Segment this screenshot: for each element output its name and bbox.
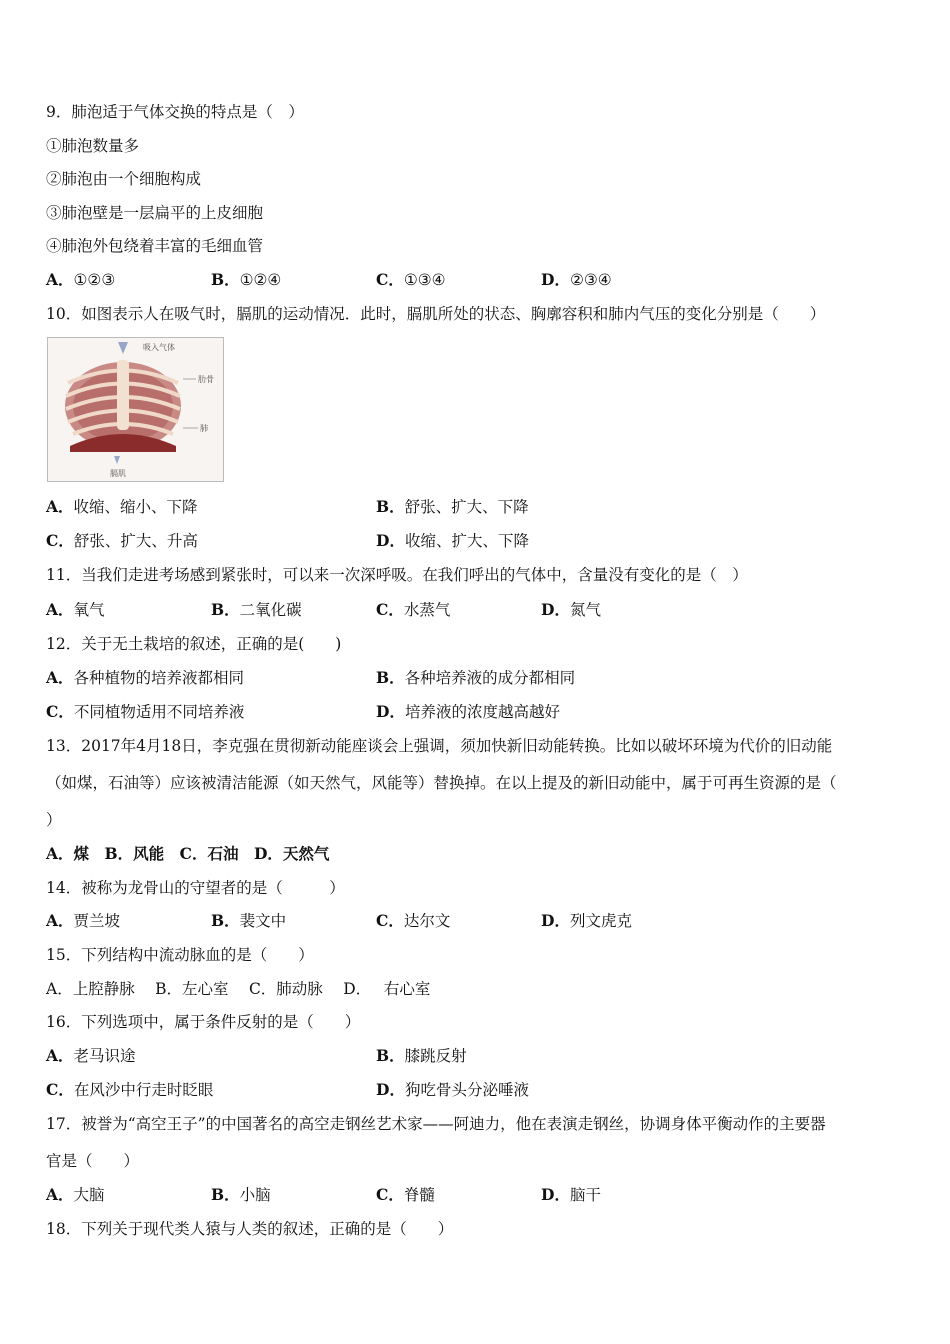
q14-option-d — [541, 911, 632, 931]
diaphragm-arrow-icon — [114, 456, 120, 464]
q10-option-d — [376, 531, 529, 551]
q10-option-b-letter: B． — [376, 497, 405, 516]
q9-option-b-letter: B． — [211, 270, 240, 289]
q11-option-d-letter: D． — [541, 600, 570, 619]
q10-option-d-text: 收缩、扩大、下降 — [404, 532, 529, 550]
q9-option-d — [541, 270, 612, 290]
q16-option-c-letter: C． — [46, 1080, 74, 1099]
q14-option-d-letter: D． — [541, 911, 570, 930]
q17-stem-line-1: 17．被誉为“高空王子”的中国著名的高空走钢丝艺术家——阿迪力，他在表演走钢丝，协调身体平衡动作的主要器 — [46, 1115, 826, 1133]
q16-option-b-text: 膝跳反射 — [404, 1047, 467, 1065]
q14-option-c — [376, 911, 450, 931]
q9-item-4: ④肺泡外包绕着丰富的毛细血管 — [46, 237, 264, 255]
q10-option-a-text: 收缩、缩小、下降 — [73, 498, 198, 516]
q16-option-b-letter: B． — [376, 1046, 405, 1065]
ribcage-illustration — [48, 338, 223, 481]
q12-option-b-letter: B． — [376, 668, 405, 687]
q18-stem: 18．下列关于现代类人猿与人类的叙述，正确的是（ ） — [46, 1220, 454, 1238]
q17-option-c — [376, 1185, 435, 1205]
q11-option-a — [46, 600, 105, 620]
q11-option-d — [541, 600, 601, 620]
q16-option-d-letter: D． — [376, 1080, 405, 1099]
q11-option-b — [211, 600, 302, 620]
q16-stem: 16．下列选项中，属于条件反射的是（ ） — [46, 1013, 361, 1031]
q13-stem-line-3: ） — [46, 811, 62, 829]
q12-option-c — [46, 702, 244, 722]
label-lung: 肺 — [200, 424, 208, 433]
q11-option-c-text: 水蒸气 — [403, 601, 451, 619]
q14-option-b-text: 裴文中 — [239, 912, 287, 930]
q12-option-d — [376, 702, 560, 722]
q14-option-a-letter: A． — [46, 911, 74, 930]
q14-option-c-text: 达尔文 — [403, 912, 451, 930]
q12-option-b-text: 各种培养液的成分都相同 — [404, 669, 576, 687]
q11-option-a-text: 氧气 — [73, 601, 105, 619]
q14-option-b-letter: B． — [211, 911, 240, 930]
q14-stem: 14．被称为龙骨山的守望者的是（ ） — [46, 879, 345, 897]
q11-option-a-letter: A． — [46, 600, 74, 619]
q12-option-a-letter: A． — [46, 668, 74, 687]
q9-option-c — [376, 270, 446, 290]
q9-item-1: ①肺泡数量多 — [46, 137, 140, 155]
q9-option-b-text: ①②④ — [239, 271, 282, 289]
q17-option-d-text: 脑干 — [569, 1186, 601, 1204]
q9-option-d-text: ②③④ — [569, 271, 612, 289]
inhale-arrow-icon — [118, 342, 128, 354]
label-inhaled-air: 吸入气体 — [143, 343, 175, 352]
q9-option-a-text: ①②③ — [73, 271, 116, 289]
q11-option-c-letter: C． — [376, 600, 404, 619]
q10-option-b — [376, 497, 529, 517]
q17-option-b-letter: B． — [211, 1185, 240, 1204]
label-diaphragm: 膈肌 — [110, 469, 126, 478]
q12-option-c-text: 不同植物适用不同培养液 — [73, 703, 245, 721]
q10-option-c — [46, 531, 198, 551]
q9-option-a-letter: A． — [46, 270, 74, 289]
q10-option-a — [46, 497, 198, 517]
q17-option-d-letter: D． — [541, 1185, 570, 1204]
q11-option-b-letter: B． — [211, 600, 240, 619]
q17-option-a — [46, 1185, 105, 1205]
q17-option-c-text: 脊髓 — [403, 1186, 435, 1204]
q11-stem: 11．当我们走进考场感到紧张时，可以来一次深呼吸。在我们呼出的气体中，含量没有变化的是（ ） — [46, 566, 748, 584]
q17-stem-line-2: 官是（ ） — [46, 1152, 140, 1170]
q16-option-d — [376, 1080, 529, 1100]
q13-stem-line-1: 13．2017年4月18日，李克强在贯彻新动能座谈会上强调，须加快新旧动能转换。比如以破坏环境为代价的旧动能 — [46, 737, 833, 755]
q14-option-a — [46, 911, 120, 931]
q17-option-b-text: 小脑 — [239, 1186, 271, 1204]
q14-option-c-letter: C． — [376, 911, 404, 930]
q12-option-c-letter: C． — [46, 702, 74, 721]
q9-option-d-letter: D． — [541, 270, 570, 289]
q16-option-a — [46, 1046, 136, 1066]
q15-options: A．上腔静脉 B．左心室 C．肺动脉 D． 右心室 — [46, 980, 431, 998]
q12-option-a — [46, 668, 244, 688]
q12-option-d-letter: D． — [376, 702, 405, 721]
q13-options: A．煤 B．风能 C．石油 D．天然气 — [46, 844, 330, 863]
q14-option-a-text: 贾兰坡 — [73, 912, 121, 930]
q16-option-d-text: 狗吃骨头分泌唾液 — [404, 1081, 529, 1099]
q10-stem: 10．如图表示人在吸气时，膈肌的运动情况．此时，膈肌所处的状态、胸廓容积和肺内气压的变化分别是（ ） — [46, 305, 826, 323]
q9-item-2: ②肺泡由一个细胞构成 — [46, 170, 202, 188]
label-rib: 肋骨 — [198, 375, 214, 384]
q9-option-a — [46, 270, 115, 290]
q12-option-d-text: 培养液的浓度越高越好 — [404, 703, 560, 721]
q12-stem: 12．关于无土栽培的叙述，正确的是( ) — [46, 635, 342, 653]
q10-option-c-letter: C． — [46, 531, 74, 550]
q16-option-a-letter: A． — [46, 1046, 74, 1065]
q10-option-b-text: 舒张、扩大、下降 — [404, 498, 529, 516]
q11-option-d-text: 氮气 — [569, 601, 601, 619]
q17-option-b — [211, 1185, 271, 1205]
q9-option-b — [211, 270, 281, 290]
q11-option-c — [376, 600, 450, 620]
q9-stem: 9．肺泡适于气体交换的特点是（ ） — [46, 103, 304, 121]
q16-option-a-text: 老马识途 — [73, 1047, 136, 1065]
q15-stem: 15．下列结构中流动脉血的是（ ） — [46, 946, 314, 964]
q17-option-c-letter: C． — [376, 1185, 404, 1204]
q14-option-d-text: 列文虎克 — [569, 912, 632, 930]
q17-option-d — [541, 1185, 601, 1205]
q13-stem-line-2: （如煤，石油等）应该被清洁能源（如天然气，风能等）替换掉。在以上提及的新旧动能中，属于可再生资源的是（ — [46, 774, 837, 792]
q12-option-a-text: 各种植物的培养液都相同 — [73, 669, 245, 687]
q10-option-a-letter: A． — [46, 497, 74, 516]
q16-option-c — [46, 1080, 213, 1100]
q11-option-b-text: 二氧化碳 — [239, 601, 302, 619]
q17-option-a-text: 大脑 — [73, 1186, 105, 1204]
q9-option-c-text: ①③④ — [403, 271, 446, 289]
q16-option-b — [376, 1046, 467, 1066]
q17-option-a-letter: A． — [46, 1185, 74, 1204]
q14-option-b — [211, 911, 286, 931]
q9-option-c-letter: C． — [376, 270, 404, 289]
q12-option-b — [376, 668, 575, 688]
q16-option-c-text: 在风沙中行走时眨眼 — [73, 1081, 214, 1099]
q10-option-c-text: 舒张、扩大、升高 — [73, 532, 198, 550]
ribcage-diaphragm-figure — [47, 337, 224, 482]
q10-option-d-letter: D． — [376, 531, 405, 550]
q9-item-3: ③肺泡壁是一层扁平的上皮细胞 — [46, 204, 264, 222]
